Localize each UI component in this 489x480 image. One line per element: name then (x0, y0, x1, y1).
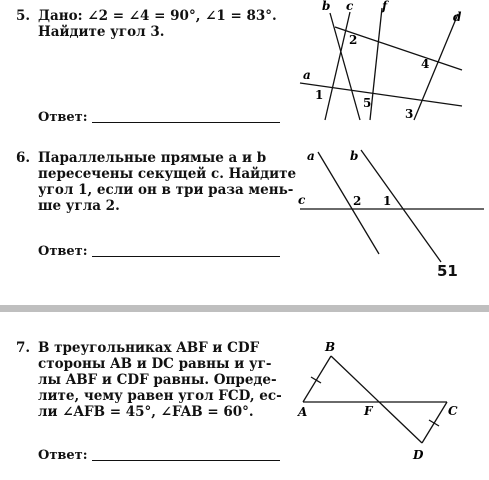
problem-text-line: стороны AB и DC равны и уг- (38, 356, 272, 372)
label-d: d (453, 10, 462, 24)
angle-label-2: 2 (349, 33, 358, 47)
problem-number: 6. (16, 150, 31, 166)
label-b: b (350, 149, 359, 163)
problem-text-line: ли ∠AFB = 45°, ∠FAB = 60°. (38, 404, 254, 420)
segment-AB (303, 356, 331, 402)
problem-text-line: ше угла 2. (38, 198, 120, 214)
textbook-page-bottom (0, 312, 489, 480)
tick-AB (311, 377, 321, 383)
label-b: b (322, 0, 331, 13)
problem-text (38, 150, 296, 214)
answer-label: Ответ: (38, 448, 88, 463)
answer-label: Ответ: (38, 110, 88, 125)
vertex-F: F (364, 404, 373, 418)
segment-BD (331, 356, 422, 443)
problem-text-line: лы ABF и CDF равны. Опреде- (38, 372, 277, 388)
problem-number: 5. (16, 8, 31, 24)
angle-label-2: 2 (353, 194, 362, 208)
angle-label-4: 4 (421, 57, 430, 71)
figure-problem-7 (294, 332, 489, 472)
problem-text-line: лите, чему равен угол FCD, ес- (38, 388, 282, 404)
page-separator (0, 305, 489, 312)
problem-text-line: угол 1, если он в три раза мень- (38, 182, 294, 198)
problem-text-line: Дано: ∠2 = ∠4 = 90°, ∠1 = 83°. (38, 8, 277, 24)
answer-line[interactable] (92, 256, 280, 257)
vertex-C: C (448, 404, 458, 418)
label-c: c (346, 0, 354, 13)
line-f (370, 8, 382, 120)
vertex-B: B (325, 340, 336, 354)
label-c: c (298, 193, 306, 207)
tick-CD (429, 420, 439, 426)
line-a (300, 83, 462, 106)
figure-problem-5 (298, 0, 489, 125)
vertex-D: D (413, 448, 424, 462)
label-a: a (307, 149, 315, 163)
answer-label: Ответ: (38, 244, 88, 259)
angle-label-1: 1 (315, 88, 324, 102)
angle-label-3: 3 (405, 107, 414, 121)
problem-text-line: В треугольниках ABF и CDF (38, 340, 260, 356)
angle-label-5: 5 (363, 96, 372, 110)
problem-text-line: пересечены секущей c. Найдите (38, 166, 297, 182)
problem-text-line: Параллельные прямые a и b (38, 150, 267, 166)
problem-number: 7. (16, 340, 31, 356)
problem-text (38, 8, 277, 40)
label-f: f (382, 0, 388, 13)
figure-problem-6 (296, 140, 489, 265)
page-number: 51 (437, 262, 458, 280)
angle-label-1: 1 (383, 194, 392, 208)
vertex-A: A (298, 405, 308, 419)
answer-line[interactable] (92, 122, 280, 123)
line-b (330, 13, 360, 120)
segment-CD (422, 402, 447, 443)
problem-text (38, 340, 282, 420)
line-a (318, 152, 379, 254)
problem-text-line: Найдите угол 3. (38, 24, 165, 40)
label-a: a (303, 68, 311, 82)
answer-line[interactable] (92, 460, 280, 461)
